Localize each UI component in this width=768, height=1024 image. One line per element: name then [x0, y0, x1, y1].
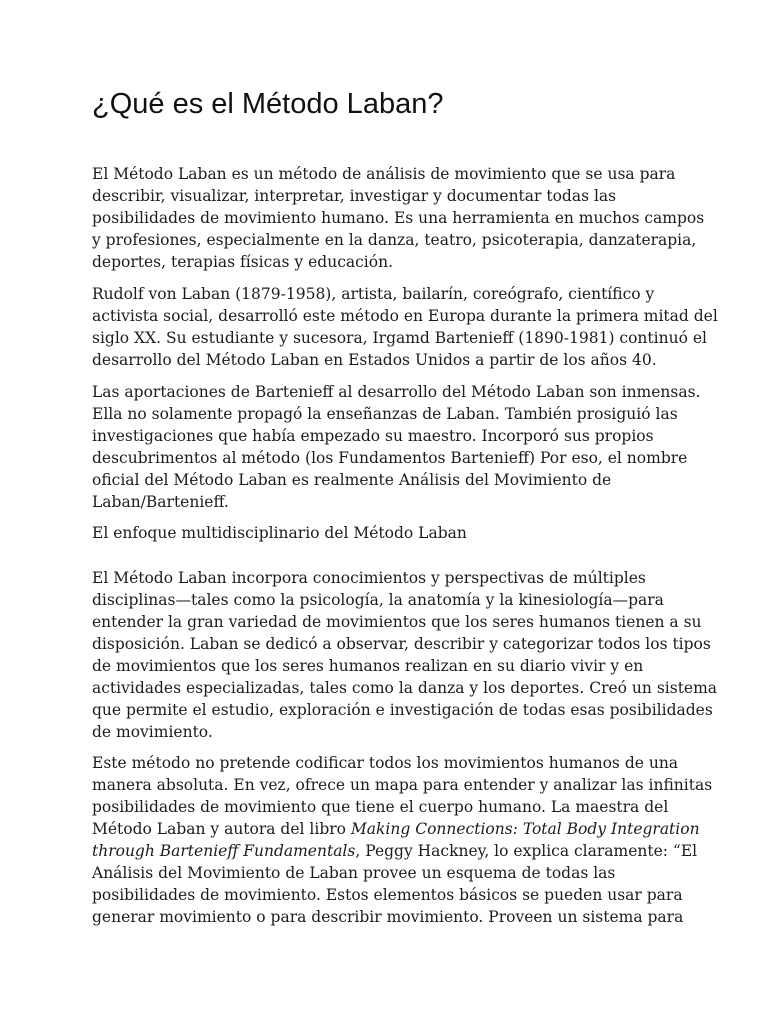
text-line: El Método Laban es un método de análisis de movimiento que se usa para [92, 165, 676, 183]
paragraph-method-map [92, 752, 712, 928]
text-line: oficial del Método Laban es realmente Análisis del Movimiento de [92, 471, 612, 489]
text-line: y profesiones, especialmente en la danza, teatro, psicoterapia, danzaterapia, [92, 231, 697, 249]
text-line: descubrimentos al método (los Fundamentos Bartenieff) Por eso, el nombre [92, 449, 688, 467]
text-line: activista social, desarrolló este método en Europa durante la primera mitad del [92, 307, 718, 325]
text-line [92, 840, 712, 862]
text-run: , Peggy Hackney, lo explica claramente: “El [355, 842, 698, 860]
text-line: posibilidades de movimiento humano. Es una herramienta en muchos campos [92, 209, 705, 227]
text-line: investigaciones que había empezado su maestro. Incorporó sus propios [92, 427, 654, 445]
book-title-italic: through Bartenieff Fundamentals [92, 842, 356, 860]
paragraph-multidisciplinary [92, 567, 717, 743]
text-line: de movimiento. [92, 723, 213, 741]
text-line: desarrollo del Método Laban en Estados Unidos a partir de los años 40. [92, 351, 657, 369]
text-line: El enfoque multidisciplinario del Método Laban [92, 524, 467, 542]
text-line: disposición. Laban se dedicó a observar, describir y categorizar todos los tipos [92, 635, 711, 653]
text-line: disciplinas—tales como la psicología, la anatomía y la kinesiología—para [92, 591, 664, 609]
text-line: Laban/Bartenieff. [92, 493, 229, 511]
text-line: manera absoluta. En vez, ofrece un mapa para entender y analizar las infinitas [92, 776, 713, 794]
text-line: entender la gran variedad de movimientos que los seres humanos tienen a su [92, 613, 702, 631]
text-line: posibilidades de movimiento. Estos elementos básicos se pueden usar para [92, 886, 683, 904]
paragraph-bartenieff [92, 381, 701, 513]
text-line: de movimientos que los seres humanos realizan en su diario vivir y en [92, 657, 644, 675]
text-run: Método Laban y autora del libro [92, 820, 351, 838]
text-line: siglo XX. Su estudiante y sucesora, Irgamd Bartenieff (1890-1981) continuó el [92, 329, 707, 347]
text-line: posibilidades de movimiento que tiene el cuerpo humano. La maestra del [92, 798, 669, 816]
text-line: Ella no solamente propagó la enseñanzas de Laban. También prosiguió las [92, 405, 678, 423]
book-title-italic: Making Connections: Total Body Integration [350, 820, 700, 838]
text-line: Este método no pretende codificar todos los movimientos humanos de una [92, 754, 679, 772]
text-line: describir, visualizar, interpretar, investigar y documentar todas las [92, 187, 617, 205]
page-title: ¿Qué es el Método Laban? [92, 88, 444, 120]
text-line: actividades especializadas, tales como la danza y los deportes. Creó un sistema [92, 679, 718, 697]
text-line: que permite el estudio, exploración e investigación de todas esas posibilidades [92, 701, 713, 719]
text-line: generar movimiento o para describir movimiento. Proveen un sistema para [92, 908, 684, 926]
text-line [92, 818, 712, 840]
text-line: Análisis del Movimiento de Laban provee un esquema de todas las [92, 864, 616, 882]
paragraph-laban-history [92, 283, 718, 371]
text-line: Rudolf von Laban (1879-1958), artista, bailarín, coreógrafo, científico y [92, 285, 655, 303]
text-line: El Método Laban incorpora conocimientos y perspectivas de múltiples [92, 569, 646, 587]
paragraph-intro [92, 163, 704, 273]
text-line: deportes, terapias físicas y educación. [92, 253, 393, 271]
section-subheading [92, 522, 467, 544]
text-line: Las aportaciones de Bartenieff al desarrollo del Método Laban son inmensas. [92, 383, 701, 401]
